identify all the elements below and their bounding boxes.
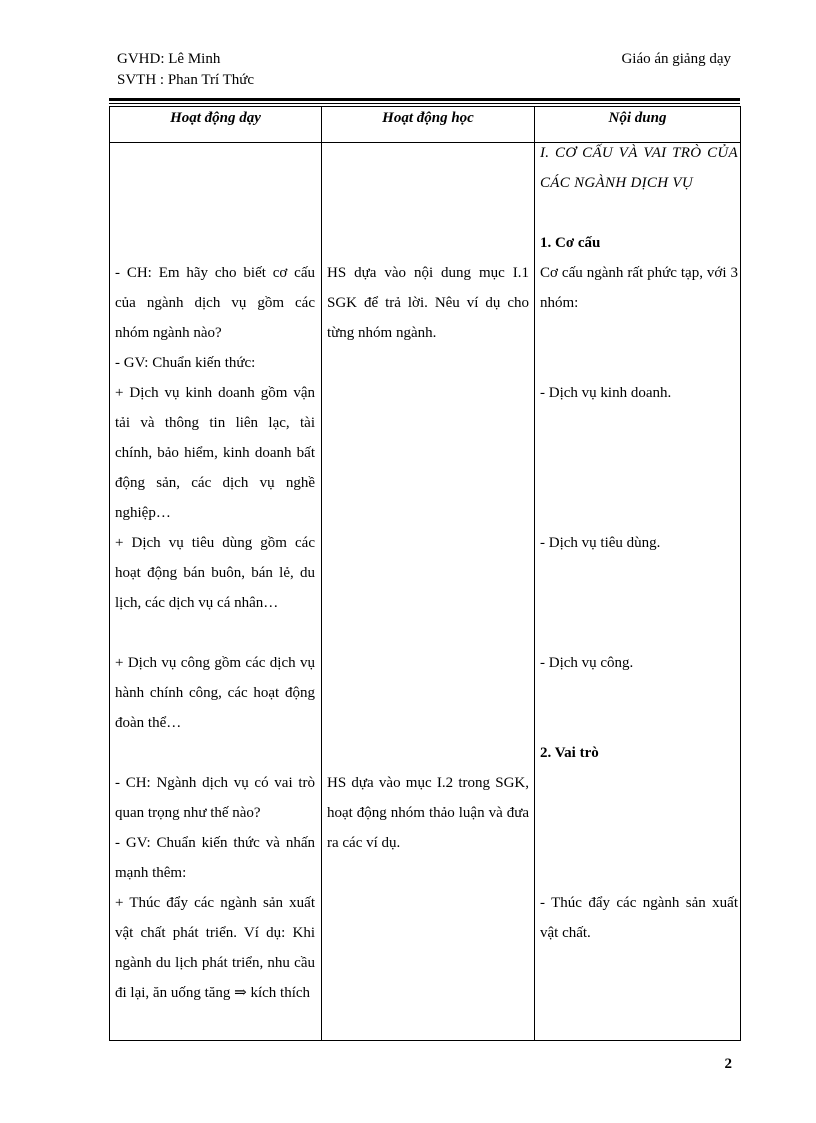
header-rule-thin xyxy=(109,103,740,104)
student-line: SVTH : Phan Trí Thức xyxy=(117,72,255,88)
business-services-item: - Dịch vụ kinh doanh. xyxy=(540,385,672,401)
student-activity-1: HS dựa vào nội dung mục I.1 SGK để trả lời. Nêu ví dụ cho từng nhóm ngành. xyxy=(327,265,529,341)
business-services-detail: + Dịch vụ kinh doanh gồm vận tải và thông tin liên lạc, tài chính, bảo hiểm, kinh doanh bất động sản, các dịch vụ nghề nghiệp… xyxy=(115,385,315,521)
header-teaching-activity: Hoạt động dạy xyxy=(110,107,322,143)
table-body-row xyxy=(110,143,741,1041)
role-detail: + Thúc đẩy các ngành sản xuất vật chất phát triển. Ví dụ: Khi ngành du lịch phát triển, nhu cầu đi lại, ăn uống tăng ⇒ kích thích xyxy=(115,895,315,1001)
section-title: I. CƠ CẤU VÀ VAI TRÒ CỦA CÁC NGÀNH DỊCH VỤ xyxy=(540,145,738,191)
consumer-services-detail: + Dịch vụ tiêu dùng gồm các hoạt động bán buôn, bán lẻ, du lịch, các dịch vụ cá nhân… xyxy=(115,535,315,611)
role-item: - Thúc đẩy các ngành sản xuất vật chất. xyxy=(540,895,738,941)
teaching-activity-cell xyxy=(110,143,322,1041)
teacher-line: GVHD: Lê Minh xyxy=(117,51,221,67)
subsection-structure: 1. Cơ cấu xyxy=(540,235,601,251)
header-rule-thick xyxy=(109,98,740,101)
consumer-services-item: - Dịch vụ tiêu dùng. xyxy=(540,535,661,551)
student-activity-2: HS dựa vào mục I.2 trong SGK, hoạt động nhóm thảo luận và đưa ra các ví dụ. xyxy=(327,775,529,851)
content-cell xyxy=(535,143,741,1041)
structure-summary: Cơ cấu ngành rất phức tạp, với 3 nhóm: xyxy=(540,265,738,311)
lesson-table xyxy=(109,106,741,1041)
page-number: 2 xyxy=(724,1056,732,1072)
teacher-note-2: - GV: Chuẩn kiến thức và nhấn mạnh thêm: xyxy=(115,835,315,881)
public-services-detail: + Dịch vụ công gồm các dịch vụ hành chính công, các hoạt động đoàn thể… xyxy=(115,655,315,731)
document-type: Giáo án giảng dạy xyxy=(621,51,731,67)
header-content: Nội dung xyxy=(535,107,741,143)
question-structure: - CH: Em hãy cho biết cơ cấu của ngành dịch vụ gồm các nhóm ngành nào? xyxy=(115,265,315,341)
subsection-role: 2. Vai trò xyxy=(540,745,599,761)
learning-activity-cell xyxy=(322,143,535,1041)
teacher-note-1: - GV: Chuẩn kiến thức: xyxy=(115,355,256,371)
header-left xyxy=(117,49,254,91)
header-learning-activity: Hoạt động học xyxy=(322,107,535,143)
question-role: - CH: Ngành dịch vụ có vai trò quan trọng như thế nào? xyxy=(115,775,315,821)
public-services-item: - Dịch vụ công. xyxy=(540,655,634,671)
